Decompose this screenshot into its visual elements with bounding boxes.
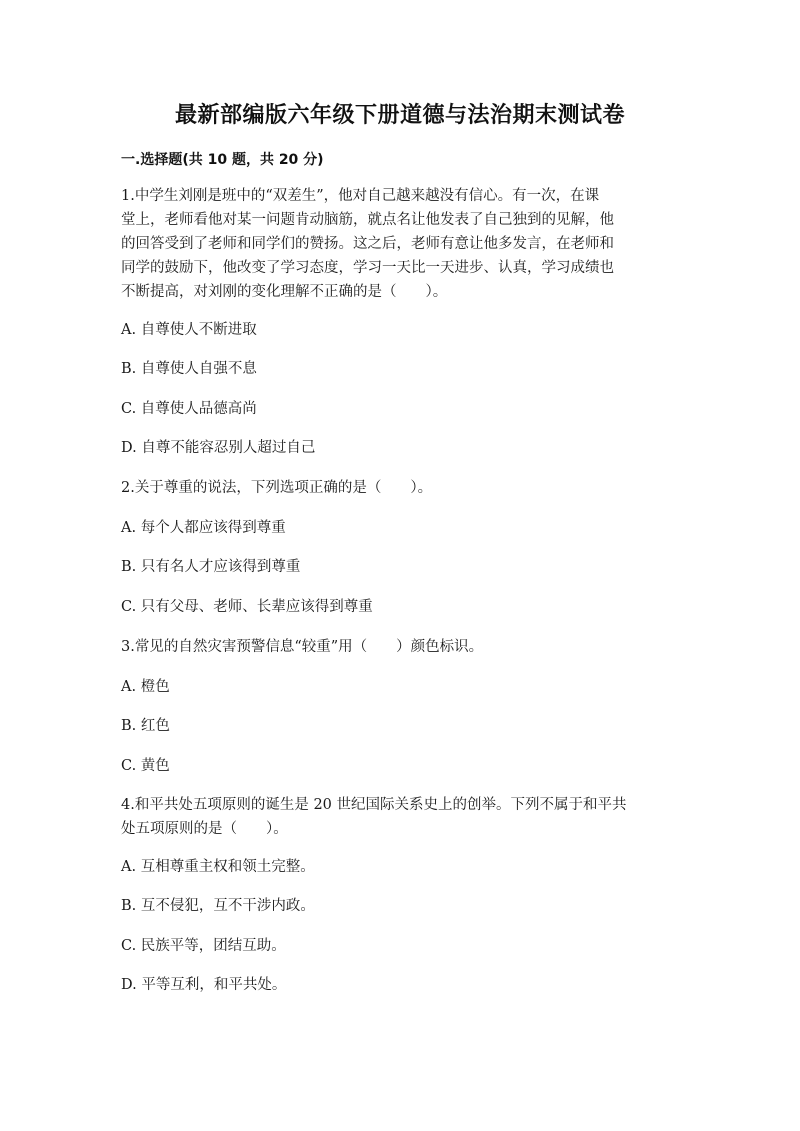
question-1-option-a: A. 自尊使人不断进取 bbox=[121, 322, 257, 338]
question-1-stem-line: 的回答受到了老师和同学们的赞扬。这之后，老师有意让他多发言，在老师和 bbox=[121, 236, 614, 252]
question-3-stem-line: 3.常见的自然灾害预警信息“较重”用（ ）颜色标识。 bbox=[121, 639, 484, 655]
question-2-stem-line: 2.关于尊重的说法，下列选项正确的是（ ）。 bbox=[121, 480, 433, 496]
question-1-option-d: D. 自尊不能容忍别人超过自己 bbox=[121, 440, 316, 456]
question-1-stem-line: 不断提高，对刘刚的变化理解不正确的是（ ）。 bbox=[121, 284, 448, 300]
question-4-stem-line: 处五项原则的是（ ）。 bbox=[121, 821, 288, 837]
question-4-option-a: A. 互相尊重主权和领土完整。 bbox=[121, 859, 315, 875]
question-1-stem-line: 同学的鼓励下，他改变了学习态度，学习一天比一天进步、认真，学习成绩也 bbox=[121, 260, 614, 276]
question-3-option-a: A. 橙色 bbox=[121, 679, 170, 695]
question-1-option-c: C. 自尊使人品德高尚 bbox=[121, 401, 257, 417]
question-4-option-d: D. 平等互利，和平共处。 bbox=[121, 977, 287, 993]
question-3-option-b: B. 红色 bbox=[121, 718, 170, 734]
question-1-stem-line: 1.中学生刘刚是班中的“双差生”，他对自己越来越没有信心。有一次，在课 bbox=[121, 188, 600, 204]
question-1-option-b: B. 自尊使人自强不息 bbox=[121, 361, 257, 377]
question-2-option-c: C. 只有父母、老师、长辈应该得到尊重 bbox=[121, 599, 373, 615]
question-4-option-b: B. 互不侵犯，互不干涉内政。 bbox=[121, 898, 315, 914]
question-3-option-c: C. 黄色 bbox=[121, 758, 170, 774]
question-4-stem-line: 4.和平共处五项原则的诞生是 20 世纪国际关系史上的创举。下列不属于和平共 bbox=[121, 797, 627, 813]
section-heading: 一.选择题(共 10 题，共 20 分) bbox=[121, 152, 324, 168]
page-title: 最新部编版六年级下册道德与法治期末测试卷 bbox=[174, 103, 625, 128]
question-4-option-c: C. 民族平等，团结互助。 bbox=[121, 938, 286, 954]
question-2-option-b: B. 只有名人才应该得到尊重 bbox=[121, 559, 301, 575]
question-1-stem-line: 堂上，老师看他对某一问题肯动脑筋，就点名让他发表了自己独到的见解，他 bbox=[121, 212, 614, 228]
question-2-option-a: A. 每个人都应该得到尊重 bbox=[121, 520, 286, 536]
